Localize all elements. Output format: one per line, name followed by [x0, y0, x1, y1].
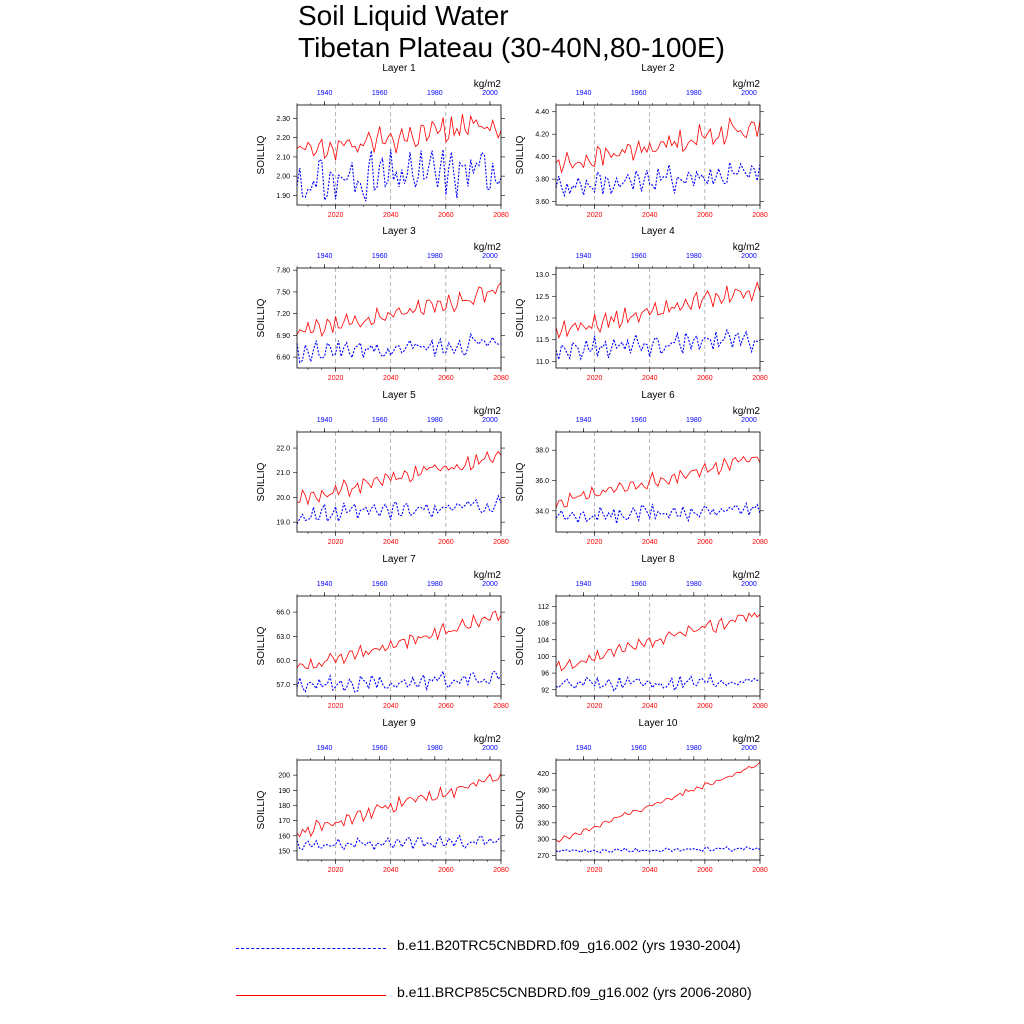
x-top-tick-label: 2000 — [741, 253, 757, 260]
x-top-tick-label: 2000 — [741, 417, 757, 424]
chart-panel-10 — [515, 718, 768, 874]
y-tick-label: 108 — [537, 620, 549, 628]
series-line-future — [556, 283, 760, 338]
chart-panel-7 — [256, 554, 509, 710]
x-bottom-tick-label: 2080 — [493, 375, 509, 382]
y-tick-label: 12.5 — [535, 293, 549, 301]
y-tick-label: 390 — [537, 787, 549, 795]
y-tick-label: 19.0 — [276, 519, 290, 527]
x-top-tick-label: 1960 — [630, 745, 647, 752]
x-bottom-tick-label: 2020 — [327, 212, 344, 219]
x-bottom-tick-label: 2040 — [641, 867, 658, 874]
x-bottom-tick-label: 2080 — [493, 703, 509, 710]
y-tick-label: 96 — [541, 670, 549, 678]
x-bottom-tick-label: 2060 — [697, 212, 713, 219]
x-bottom-tick-label: 2020 — [586, 212, 603, 219]
x-top-tick-label: 1960 — [630, 253, 647, 260]
x-bottom-tick-label: 2060 — [438, 375, 454, 382]
y-tick-label: 63.0 — [276, 633, 290, 641]
y-tick-label: 38.0 — [535, 447, 549, 455]
panel-title: Layer 6 — [641, 390, 675, 401]
x-bottom-tick-label: 2060 — [697, 375, 713, 382]
x-bottom-tick-label: 2060 — [697, 867, 713, 874]
x-bottom-tick-label: 2020 — [586, 703, 603, 710]
legend-label-historical: b.e11.B20TRC5CNBDRD.f09_g16.002 (yrs 1930-2004) — [397, 937, 741, 953]
series-line-future — [297, 452, 501, 505]
x-top-tick-label: 1980 — [686, 581, 702, 588]
y-axis-label: SOILLIQ — [256, 626, 267, 666]
plot-frame — [556, 596, 760, 696]
x-bottom-tick-label: 2040 — [641, 375, 658, 382]
series-line-future — [297, 283, 501, 336]
x-bottom-tick-label: 2040 — [382, 867, 399, 874]
y-tick-label: 2.00 — [276, 173, 290, 181]
series-line-historical — [297, 671, 501, 692]
units-label: kg/m2 — [473, 570, 501, 581]
plot-frame — [297, 596, 501, 696]
y-tick-label: 22.0 — [276, 445, 290, 453]
y-tick-label: 4.40 — [535, 109, 549, 117]
x-bottom-tick-label: 2040 — [641, 703, 658, 710]
x-top-tick-label: 1940 — [316, 581, 333, 588]
series-line-future — [297, 773, 501, 837]
title-line-1: Soil Liquid Water — [298, 0, 509, 31]
x-top-tick-label: 1980 — [427, 253, 443, 260]
y-tick-label: 4.20 — [535, 131, 549, 139]
x-bottom-tick-label: 2080 — [752, 212, 768, 219]
y-tick-label: 150 — [278, 848, 290, 856]
units-label: kg/m2 — [732, 734, 760, 745]
y-tick-label: 360 — [537, 803, 549, 811]
series-line-historical — [556, 675, 760, 691]
x-top-tick-label: 1940 — [316, 253, 333, 260]
series-line-future — [297, 611, 501, 668]
y-axis-label: SOILLIQ — [256, 135, 267, 175]
x-top-tick-label: 2000 — [482, 90, 498, 97]
x-top-tick-label: 1960 — [371, 581, 388, 588]
chart-panel-3 — [256, 226, 509, 382]
series-line-historical — [556, 330, 760, 359]
legend-entry-historical — [232, 934, 792, 964]
x-top-tick-label: 1960 — [371, 253, 388, 260]
series-line-historical — [556, 847, 760, 853]
x-bottom-tick-label: 2060 — [438, 703, 454, 710]
y-tick-label: 11.0 — [535, 358, 549, 366]
y-tick-label: 170 — [278, 818, 290, 826]
x-bottom-tick-label: 2080 — [752, 539, 768, 546]
x-bottom-tick-label: 2020 — [327, 539, 344, 546]
legend-line-future — [236, 995, 386, 996]
x-bottom-tick-label: 2040 — [641, 212, 658, 219]
x-top-tick-label: 1940 — [575, 745, 592, 752]
x-top-tick-label: 1960 — [630, 581, 647, 588]
y-tick-label: 112 — [537, 603, 549, 611]
series-line-future — [556, 762, 760, 842]
series-line-historical — [297, 334, 501, 362]
y-axis-label: SOILLIQ — [515, 135, 526, 175]
x-top-tick-label: 2000 — [741, 745, 757, 752]
chart-panel-6 — [515, 390, 768, 546]
y-tick-label: 1.90 — [276, 192, 290, 200]
x-bottom-tick-label: 2080 — [752, 867, 768, 874]
y-tick-label: 11.5 — [535, 337, 549, 345]
y-tick-label: 3.80 — [535, 176, 549, 184]
plot-frame — [556, 760, 760, 860]
units-label: kg/m2 — [473, 79, 501, 90]
x-top-tick-label: 2000 — [741, 90, 757, 97]
units-label: kg/m2 — [473, 734, 501, 745]
y-tick-label: 7.80 — [276, 267, 290, 275]
panel-title: Layer 2 — [641, 63, 675, 74]
x-top-tick-label: 1940 — [575, 581, 592, 588]
y-tick-label: 21.0 — [276, 470, 290, 478]
y-tick-label: 6.60 — [276, 354, 290, 362]
units-label: kg/m2 — [473, 242, 501, 253]
y-axis-label: SOILLIQ — [256, 298, 267, 338]
x-top-tick-label: 2000 — [482, 253, 498, 260]
panel-title: Layer 3 — [382, 226, 416, 237]
chart-panel-1 — [256, 63, 509, 219]
units-label: kg/m2 — [473, 406, 501, 417]
y-axis-label: SOILLIQ — [256, 790, 267, 830]
series-line-future — [556, 457, 760, 508]
plot-frame — [556, 432, 760, 532]
panel-title: Layer 8 — [641, 554, 675, 565]
y-tick-label: 190 — [278, 787, 290, 795]
y-tick-label: 66.0 — [276, 609, 290, 617]
x-top-tick-label: 1940 — [575, 417, 592, 424]
plot-frame — [556, 268, 760, 368]
y-tick-label: 160 — [278, 833, 290, 841]
y-tick-label: 200 — [278, 772, 290, 780]
x-bottom-tick-label: 2060 — [697, 539, 713, 546]
y-tick-label: 57.0 — [276, 682, 290, 690]
panel-title: Layer 9 — [382, 718, 416, 729]
y-tick-label: 3.60 — [535, 199, 549, 207]
x-bottom-tick-label: 2040 — [382, 212, 399, 219]
x-bottom-tick-label: 2020 — [586, 375, 603, 382]
y-tick-label: 270 — [537, 853, 549, 861]
y-tick-label: 36.0 — [535, 477, 549, 485]
chart-panel-5 — [256, 390, 509, 546]
legend-line-historical — [236, 948, 386, 949]
x-bottom-tick-label: 2020 — [327, 867, 344, 874]
x-bottom-tick-label: 2040 — [382, 703, 399, 710]
x-bottom-tick-label: 2040 — [382, 539, 399, 546]
y-tick-label: 2.20 — [276, 135, 290, 143]
panel-title: Layer 4 — [641, 226, 675, 237]
x-bottom-tick-label: 2060 — [438, 212, 454, 219]
x-top-tick-label: 1940 — [316, 90, 333, 97]
x-bottom-tick-label: 2060 — [438, 867, 454, 874]
chart-panel-2 — [515, 63, 768, 219]
units-label: kg/m2 — [732, 406, 760, 417]
y-axis-label: SOILLIQ — [515, 298, 526, 338]
x-bottom-tick-label: 2080 — [493, 212, 509, 219]
y-tick-label: 2.10 — [276, 154, 290, 162]
x-top-tick-label: 1940 — [316, 745, 333, 752]
y-tick-label: 20.0 — [276, 494, 290, 502]
x-top-tick-label: 1960 — [371, 417, 388, 424]
x-bottom-tick-label: 2020 — [327, 703, 344, 710]
x-top-tick-label: 1980 — [686, 417, 702, 424]
y-axis-label: SOILLIQ — [515, 462, 526, 502]
x-bottom-tick-label: 2060 — [697, 703, 713, 710]
y-tick-label: 92 — [541, 687, 549, 695]
series-line-historical — [297, 150, 501, 202]
x-bottom-tick-label: 2040 — [641, 539, 658, 546]
x-top-tick-label: 2000 — [482, 745, 498, 752]
series-line-future — [297, 114, 501, 160]
panel-title: Layer 7 — [382, 554, 416, 565]
series-line-historical — [556, 504, 760, 524]
x-top-tick-label: 1980 — [427, 417, 443, 424]
panel-title: Layer 10 — [638, 718, 678, 729]
y-tick-label: 12.0 — [535, 315, 549, 323]
series-line-historical — [297, 836, 501, 850]
chart-panel-8 — [515, 554, 768, 710]
x-bottom-tick-label: 2020 — [586, 539, 603, 546]
x-top-tick-label: 1980 — [686, 745, 702, 752]
x-bottom-tick-label: 2020 — [327, 375, 344, 382]
x-bottom-tick-label: 2040 — [382, 375, 399, 382]
y-tick-label: 104 — [537, 637, 549, 645]
y-tick-label: 7.20 — [276, 311, 290, 319]
y-tick-label: 7.50 — [276, 289, 290, 297]
y-tick-label: 4.00 — [535, 154, 549, 162]
x-top-tick-label: 1940 — [575, 253, 592, 260]
y-axis-label: SOILLIQ — [256, 462, 267, 502]
x-bottom-tick-label: 2080 — [752, 375, 768, 382]
x-top-tick-label: 1980 — [686, 253, 702, 260]
chart-panel-9 — [256, 718, 509, 874]
x-top-tick-label: 1940 — [316, 417, 333, 424]
x-top-tick-label: 1980 — [427, 581, 443, 588]
x-top-tick-label: 1960 — [371, 745, 388, 752]
y-axis-label: SOILLIQ — [515, 790, 526, 830]
y-axis-label: SOILLIQ — [515, 626, 526, 666]
x-bottom-tick-label: 2080 — [493, 867, 509, 874]
y-tick-label: 330 — [537, 820, 549, 828]
y-tick-label: 180 — [278, 802, 290, 810]
y-tick-label: 100 — [537, 653, 549, 661]
chart-panel-4 — [515, 226, 768, 382]
y-tick-label: 300 — [537, 836, 549, 844]
x-top-tick-label: 1940 — [575, 90, 592, 97]
x-top-tick-label: 1980 — [427, 90, 443, 97]
legend-label-future: b.e11.BRCP85C5CNBDRD.f09_g16.002 (yrs 2006-2080) — [397, 984, 752, 1000]
y-tick-label: 34.0 — [535, 508, 549, 516]
y-tick-label: 6.90 — [276, 332, 290, 340]
series-line-historical — [556, 163, 760, 196]
x-bottom-tick-label: 2060 — [438, 539, 454, 546]
units-label: kg/m2 — [732, 79, 760, 90]
x-bottom-tick-label: 2080 — [752, 703, 768, 710]
y-tick-label: 13.0 — [535, 272, 549, 280]
x-top-tick-label: 2000 — [482, 581, 498, 588]
y-tick-label: 2.30 — [276, 115, 290, 123]
panel-title: Layer 1 — [382, 63, 416, 74]
x-top-tick-label: 1960 — [371, 90, 388, 97]
series-line-future — [556, 613, 760, 671]
x-bottom-tick-label: 2020 — [586, 867, 603, 874]
x-top-tick-label: 2000 — [482, 417, 498, 424]
x-top-tick-label: 1960 — [630, 417, 647, 424]
y-tick-label: 60.0 — [276, 658, 290, 666]
plot-frame — [297, 432, 501, 532]
series-line-historical — [297, 496, 501, 524]
x-top-tick-label: 2000 — [741, 581, 757, 588]
legend-entry-future — [232, 981, 792, 1011]
panel-title: Layer 5 — [382, 390, 416, 401]
y-tick-label: 420 — [537, 771, 549, 779]
title-line-2: Tibetan Plateau (30-40N,80-100E) — [298, 32, 725, 63]
plot-frame — [297, 268, 501, 368]
units-label: kg/m2 — [732, 570, 760, 581]
x-top-tick-label: 1980 — [427, 745, 443, 752]
units-label: kg/m2 — [732, 242, 760, 253]
x-top-tick-label: 1980 — [686, 90, 702, 97]
x-top-tick-label: 1960 — [630, 90, 647, 97]
x-bottom-tick-label: 2080 — [493, 539, 509, 546]
